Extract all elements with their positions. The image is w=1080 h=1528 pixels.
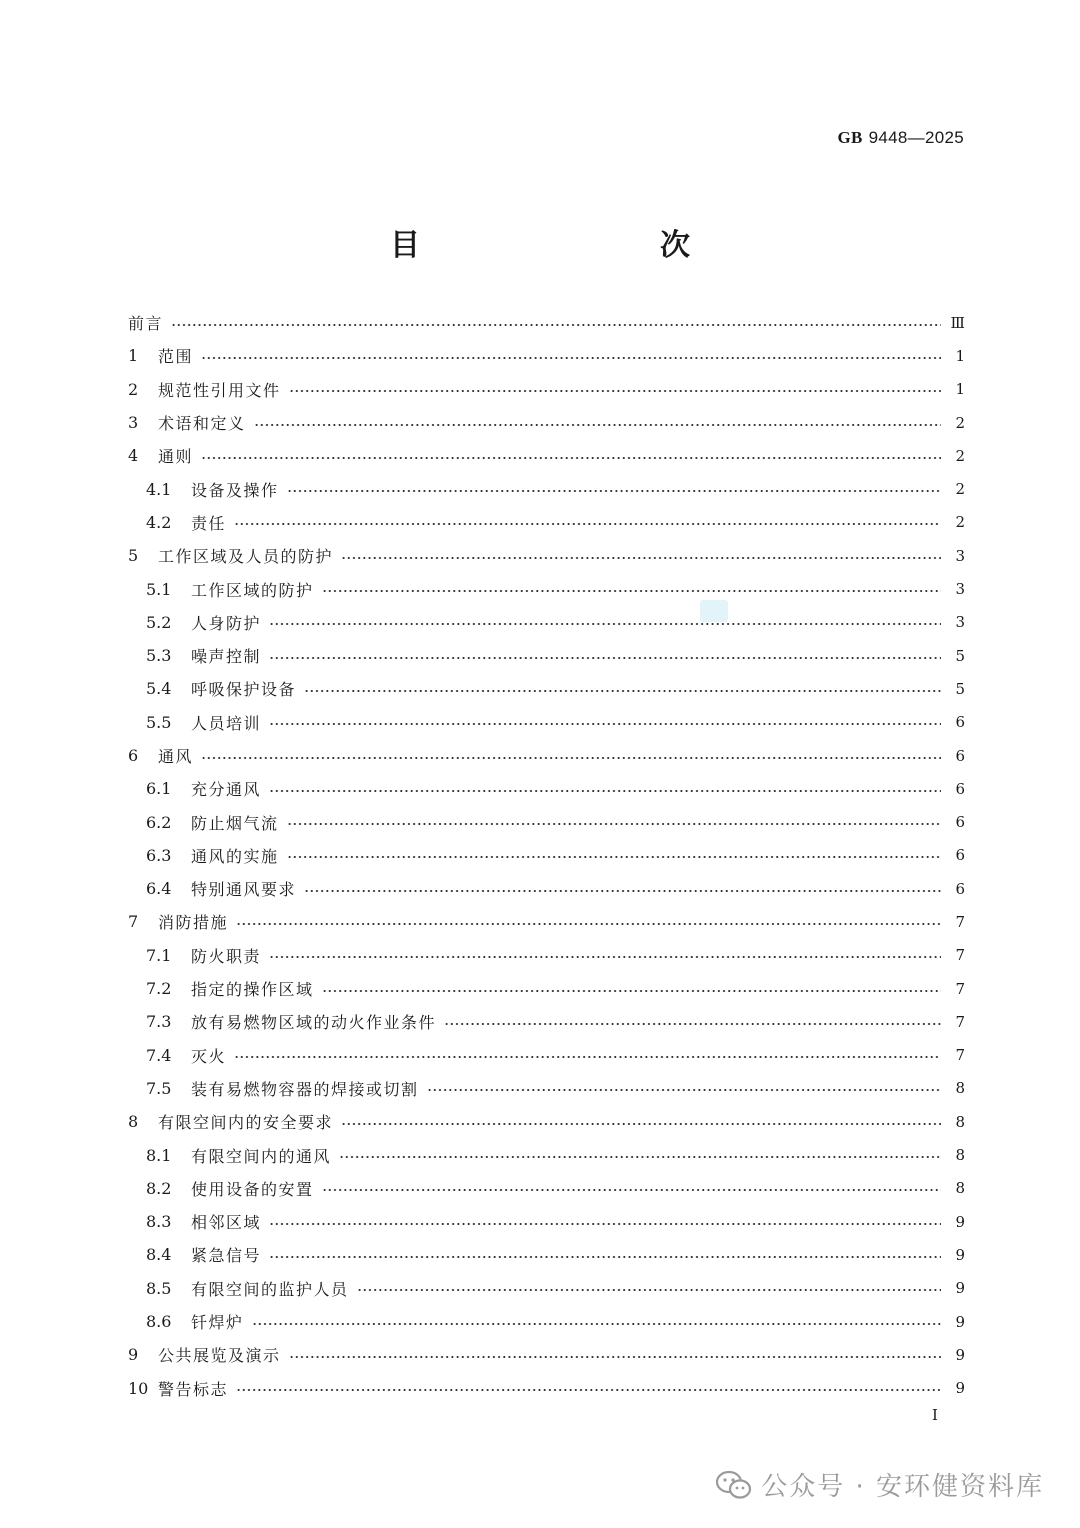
- toc-leader-dots: [234, 523, 941, 525]
- toc-leader-dots: [304, 890, 941, 892]
- toc-leader-dots: [289, 1356, 941, 1358]
- toc-entry-page: 2: [955, 513, 965, 532]
- toc-leader-dots: [304, 690, 941, 692]
- toc-entry[interactable]: [128, 1138, 965, 1171]
- toc-entry[interactable]: [128, 339, 965, 372]
- toc-entry-label: 通风的实施: [191, 846, 279, 866]
- toc-leader-dots: [444, 1023, 941, 1025]
- standard-prefix: GB: [837, 128, 863, 147]
- toc-entry-number: 8: [128, 1112, 139, 1132]
- toc-entry-label: 相邻区域: [191, 1213, 262, 1233]
- toc-entry[interactable]: [128, 539, 965, 572]
- toc-entry-number: 7.3: [146, 1012, 172, 1032]
- toc-entry[interactable]: [128, 839, 965, 872]
- toc-entry-label: 范围: [158, 347, 194, 367]
- toc-entry[interactable]: [128, 706, 965, 739]
- toc-entry[interactable]: [128, 872, 965, 905]
- toc-entry-page: 3: [955, 613, 965, 632]
- standard-code: [837, 128, 964, 148]
- toc-entry-label: 警告标志: [158, 1379, 229, 1399]
- toc-entry-number: 6.4: [146, 879, 172, 899]
- toc-entry[interactable]: [128, 1238, 965, 1271]
- toc-leader-dots: [171, 324, 941, 326]
- toc-entry-page: 5: [955, 646, 965, 665]
- toc-entry-label: 特别通风要求: [191, 880, 297, 900]
- toc-entry-label: 公共展览及演示: [158, 1346, 281, 1366]
- toc-leader-dots: [341, 1123, 941, 1125]
- toc-entry[interactable]: [128, 639, 965, 672]
- toc-entry-label: 责任: [191, 513, 227, 533]
- toc-entry-label: 噪声控制: [191, 647, 262, 667]
- standard-number: 9448—2025: [868, 128, 964, 147]
- toc-entry[interactable]: [128, 772, 965, 805]
- toc-leader-dots: [357, 1289, 941, 1291]
- toc-entry-number: 2: [128, 379, 139, 399]
- toc-entry-number: 7.1: [146, 945, 172, 965]
- toc-leader-dots: [339, 1156, 941, 1158]
- toc-entry-number: 8.4: [146, 1245, 172, 1265]
- toc-entry-number: 6.3: [146, 845, 172, 865]
- toc-entry-label: 规范性引用文件: [158, 380, 281, 400]
- toc-leader-dots: [269, 1256, 941, 1258]
- toc-entry[interactable]: [128, 1272, 965, 1305]
- toc-entry[interactable]: [128, 439, 965, 472]
- toc-entry[interactable]: [128, 606, 965, 639]
- toc-leader-dots: [201, 357, 941, 359]
- toc-entry-number: 1: [128, 346, 139, 366]
- toc-entry-label: 有限空间的监护人员: [191, 1279, 349, 1299]
- toc-entry-label: 钎焊炉: [191, 1313, 244, 1333]
- toc-entry-label: 人员培训: [191, 713, 262, 733]
- toc-entry-number: 4.1: [146, 479, 172, 499]
- toc-entry-page: 9: [955, 1345, 965, 1364]
- toc-entry[interactable]: [128, 472, 965, 505]
- toc-entry-page: 3: [955, 546, 965, 565]
- toc-entry-number: 5.4: [146, 679, 172, 699]
- toc-entry-page: 8: [955, 1112, 965, 1131]
- toc-entry[interactable]: [128, 1172, 965, 1205]
- toc-entry[interactable]: [128, 1005, 965, 1038]
- toc-entry-page: 2: [955, 446, 965, 465]
- toc-leader-dots: [269, 956, 941, 958]
- toc-leader-dots: [322, 1189, 941, 1191]
- toc-leader-dots: [269, 790, 941, 792]
- toc-entry-label: 呼吸保护设备: [191, 680, 297, 700]
- toc-leader-dots: [287, 823, 941, 825]
- toc-entry-label: 通则: [158, 447, 194, 467]
- toc-entry-page: 7: [955, 946, 965, 965]
- toc-entry[interactable]: [128, 1205, 965, 1238]
- toc-entry[interactable]: [128, 406, 965, 439]
- toc-entry-number: 7.4: [146, 1045, 172, 1065]
- toc-leader-dots: [269, 623, 941, 625]
- wechat-icon: [715, 1469, 753, 1501]
- toc-entry-page: 9: [955, 1245, 965, 1264]
- toc-entry[interactable]: [128, 672, 965, 705]
- toc-entry-number: 5.2: [146, 612, 172, 632]
- toc-leader-dots: [236, 1389, 941, 1391]
- toc-entry-label: 紧急信号: [191, 1246, 262, 1266]
- toc-entry[interactable]: [128, 905, 965, 938]
- toc-leader-dots: [269, 1223, 941, 1225]
- toc-entry-label: 设备及操作: [191, 480, 279, 500]
- toc-entry-page: 6: [955, 746, 965, 765]
- toc-leader-dots: [287, 490, 941, 492]
- toc-entry-page: 9: [955, 1212, 965, 1231]
- toc-entry-label: 前言: [128, 314, 164, 334]
- toc-entry[interactable]: [128, 1338, 965, 1371]
- toc-entry-number: 6: [128, 746, 139, 765]
- toc-entry-page: 9: [955, 1312, 965, 1331]
- toc-entry-page: 8: [955, 1179, 965, 1198]
- toc-entry-page: 9: [955, 1379, 965, 1398]
- toc-entry-label: 充分通风: [191, 780, 262, 800]
- toc-leader-dots: [254, 424, 941, 426]
- toc-entry-number: 6.1: [146, 779, 172, 799]
- toc-entry[interactable]: [128, 739, 965, 772]
- toc-entry[interactable]: [128, 1072, 965, 1105]
- toc-entry-page: 7: [955, 912, 965, 931]
- toc-entry-page: 6: [955, 713, 965, 732]
- toc-entry[interactable]: [128, 1305, 965, 1338]
- toc-entry-page: 6: [955, 879, 965, 898]
- toc-entry-label: 防止烟气流: [191, 813, 279, 833]
- toc-entry-number: 10: [128, 1378, 149, 1398]
- toc-leader-dots: [269, 657, 941, 659]
- toc-entry[interactable]: [128, 1105, 965, 1138]
- toc-entry[interactable]: [128, 805, 965, 838]
- toc-entry-label: 指定的操作区域: [191, 980, 314, 1000]
- watermark: [715, 1466, 1044, 1503]
- toc-entry-page: 2: [955, 480, 965, 499]
- toc-entry-label: 有限空间内的安全要求: [158, 1113, 334, 1133]
- toc-entry-number: 7.2: [146, 979, 172, 999]
- toc-entry-page: 7: [955, 979, 965, 998]
- toc-leader-dots: [201, 457, 941, 459]
- toc-leader-dots: [341, 557, 941, 559]
- toc-entry-number: 6.2: [146, 812, 172, 832]
- toc-leader-dots: [269, 723, 941, 725]
- toc-leader-dots: [322, 990, 941, 992]
- toc-entry-page: 3: [955, 580, 965, 599]
- toc-leader-dots: [322, 590, 941, 592]
- toc-entry[interactable]: [128, 373, 965, 406]
- toc-entry-page: 2: [955, 413, 965, 432]
- toc-leader-dots: [287, 856, 941, 858]
- toc-entry-page: 7: [955, 1046, 965, 1065]
- toc-entry-page: 9: [955, 1279, 965, 1298]
- toc-leader-dots: [201, 757, 941, 759]
- toc-leader-dots: [234, 1056, 941, 1058]
- toc-entry-number: 7.5: [146, 1078, 172, 1098]
- toc-entry-label: 使用设备的安置: [191, 1179, 314, 1199]
- page-number: I: [932, 1406, 938, 1424]
- toc-entry-number: 8.5: [146, 1278, 172, 1298]
- toc-entry-number: 8.6: [146, 1312, 172, 1332]
- toc-leader-dots: [236, 923, 941, 925]
- toc-entry-page: 5: [955, 679, 965, 698]
- toc-entry[interactable]: [128, 939, 965, 972]
- toc-entry[interactable]: [128, 572, 965, 605]
- toc-entry-number: 3: [128, 413, 139, 433]
- toc-entry-page: 8: [955, 1146, 965, 1165]
- table-of-contents: [128, 306, 965, 1405]
- toc-entry-page: 8: [955, 1079, 965, 1098]
- toc-entry-number: 5.1: [146, 579, 172, 599]
- toc-entry-label: 防火职责: [191, 946, 262, 966]
- toc-entry[interactable]: [128, 506, 965, 539]
- toc-entry-page: 6: [955, 813, 965, 832]
- toc-entry-label: 工作区域的防护: [191, 580, 314, 600]
- toc-leader-dots: [252, 1323, 941, 1325]
- toc-entry-label: 人身防护: [191, 613, 262, 633]
- toc-entry-number: 4: [128, 446, 139, 466]
- toc-entry-number: 4.2: [146, 512, 172, 532]
- toc-entry-number: 9: [128, 1345, 139, 1365]
- toc-entry-label: 有限空间内的通风: [191, 1146, 332, 1166]
- toc-entry-number: 5.3: [146, 646, 172, 666]
- toc-entry-page: Ⅲ: [950, 313, 965, 332]
- watermark-text: 公众号 · 安环健资料库: [761, 1472, 1044, 1502]
- toc-entry[interactable]: [128, 1372, 965, 1405]
- toc-entry-number: 8.2: [146, 1178, 172, 1198]
- toc-entry-label: 消防措施: [158, 913, 229, 933]
- toc-entry[interactable]: [128, 972, 965, 1005]
- toc-entry-page: 6: [955, 779, 965, 798]
- toc-entry[interactable]: [128, 1039, 965, 1072]
- toc-entry-page: 7: [955, 1012, 965, 1031]
- toc-entry-number: 8.3: [146, 1212, 172, 1232]
- toc-entry-label: 灭火: [191, 1046, 227, 1066]
- toc-entry-number: 8.1: [146, 1145, 172, 1165]
- toc-entry-label: 通风: [158, 747, 194, 766]
- toc-entry-number: 7: [128, 912, 139, 932]
- toc-entry[interactable]: [128, 306, 965, 339]
- toc-entry-page: 1: [955, 380, 965, 399]
- toc-entry-page: 1: [955, 346, 965, 365]
- toc-entry-page: 6: [955, 846, 965, 865]
- toc-entry-number: 5.5: [146, 712, 172, 732]
- toc-entry-number: 5: [128, 546, 139, 566]
- toc-entry-label: 工作区域及人员的防护: [158, 547, 334, 567]
- toc-entry-label: 装有易燃物容器的焊接或切割: [191, 1079, 419, 1099]
- page-title: 目 次: [390, 228, 750, 263]
- toc-leader-dots: [427, 1089, 941, 1091]
- toc-entry-label: 放有易燃物区域的动火作业条件: [191, 1013, 437, 1033]
- toc-entry-label: 术语和定义: [158, 414, 246, 434]
- toc-leader-dots: [289, 390, 941, 392]
